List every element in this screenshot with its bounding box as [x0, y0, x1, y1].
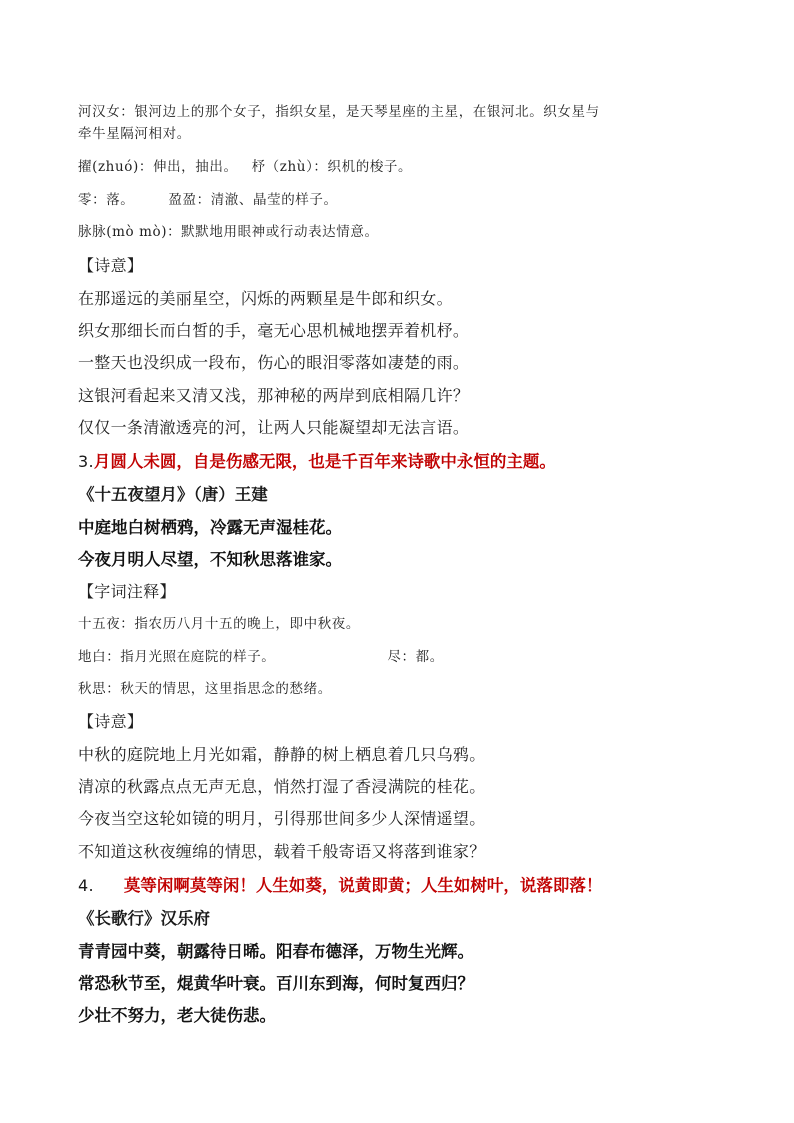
poem-line: 今夜月明人尽望，不知秋思落谁家。: [78, 550, 342, 569]
meaning-line: 清凉的秋露点点无声无息，悄然打湿了香浸满院的桂花。: [78, 777, 486, 796]
part4-theme: 莫等闲啊莫等闲！人生如葵，说黄即黄；人生如树叶，说落即落！: [123, 876, 603, 895]
note-ling: 零：落。: [78, 192, 135, 208]
note-yingying: 盈盈：清澈、晶莹的样子。: [168, 192, 338, 208]
meaning-line: 在那遥远的美丽星空，闪烁的两颗星是牛郎和织女。: [78, 289, 453, 308]
poem-line: 常恐秋节至，焜黄华叶衰。百川东到海，何时复西归？: [78, 974, 474, 993]
note-dibai-jin: [78, 645, 444, 665]
meaning-line: 今夜当空这轮如镜的明月，引得那世间多少人深情遥望。: [78, 809, 486, 828]
note-ling-yingying: [78, 188, 338, 208]
note-zhuo: 擢(zhuó)：伸出，抽出。: [78, 159, 238, 175]
part3-poem-title: 《十五夜望月》（唐）王建: [78, 485, 268, 504]
note-momo: 脉脉(mò mò)：默默地用眼神或行动表达情意。: [78, 224, 379, 240]
meaning-line: 不知道这秋夜缠绵的情思，载着千般寄语又将落到谁家？: [78, 842, 486, 861]
note-hehannv-line2: 牵牛星隔河相对。: [78, 126, 191, 142]
part3-theme: 月圆人未圆，自是伤感无限，也是千百年来诗歌中永恒的主题。: [93, 452, 556, 471]
part4-poem-title: 《长歌行》汉乐府: [78, 909, 210, 928]
part4-number: 4.: [78, 876, 94, 895]
note-hehannv-line1: 河汉女：银河边上的那个女子，指织女星，是天琴星座的主星，在银河北。织女星与: [78, 104, 600, 120]
section-heading-meaning: 【诗意】: [78, 256, 144, 275]
part4-heading: [78, 872, 602, 896]
part3-number: 3.: [78, 452, 94, 471]
section-heading-meaning: 【诗意】: [78, 712, 144, 731]
meaning-line: 仅仅一条清澈透亮的河，让两人只能凝望却无法言语。: [78, 418, 470, 437]
poem-line: 少壮不努力，老大徒伤悲。: [78, 1006, 276, 1025]
poem-line: 中庭地白树栖鸦，冷露无声湿桂花。: [78, 518, 342, 537]
meaning-line: 织女那细长而白皙的手，毫无心思机械地摆弄着机杼。: [78, 321, 470, 340]
note-jin: 尽：都。: [387, 649, 444, 665]
note-zhuo-zhu: [78, 155, 412, 175]
meaning-line: 中秋的庭院地上月光如霜，静静的树上栖息着几只乌鸦。: [78, 745, 486, 764]
part3-heading: [78, 448, 556, 472]
meaning-line: 一整天也没织成一段布，伤心的眼泪零落如凄楚的雨。: [78, 353, 470, 372]
section-heading-annotations: 【字词注释】: [78, 582, 176, 601]
note-shiwuye: 十五夜：指农历八月十五的晚上，即中秋夜。: [78, 616, 360, 632]
note-qiusi: 秋思：秋天的情思，这里指思念的愁绪。: [78, 681, 332, 697]
note-zhu: 杼（zhù）：织机的梭子。: [251, 159, 413, 175]
note-dibai: 地白：指月光照在庭院的样子。: [78, 649, 276, 665]
poem-line: 青青园中葵，朝露待日晞。阳春布德泽，万物生光辉。: [78, 942, 474, 961]
meaning-line: 这银河看起来又清又浅，那神秘的两岸到底相隔几许？: [78, 386, 470, 405]
